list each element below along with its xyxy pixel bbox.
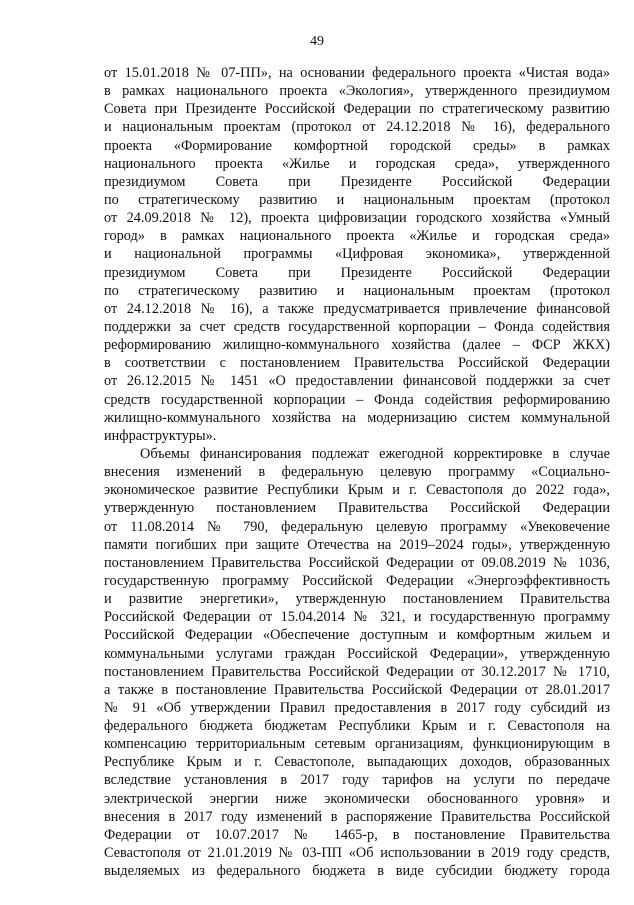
text-line: от 26.12.2015 № 1451 «О предоставлении финансовой поддержки за счет <box>104 373 610 390</box>
text-line: в рамках национального проекта «Экология», утвержденного президиумом <box>104 83 610 100</box>
body-text <box>104 64 610 880</box>
text-line: внесения в 2017 году изменений в распоряжение Правительства Российской <box>104 808 610 825</box>
text-line: памяти погибших при защите Отечества на 2019–2024 годы», утвержденную <box>104 536 610 553</box>
text-line: Республике Крым и г. Севастополе, выпадающих доходов, образованных <box>104 754 610 771</box>
text-line: постановлением Правительства Российской Федерации от 09.08.2019 № 1036, <box>104 554 610 571</box>
text-line: и национальным проектам (протокол от 24.12.2018 № 16), федерального <box>104 119 610 136</box>
text-line: экономическое развитие Республики Крым и г. Севастополя до 2022 года», <box>104 482 610 499</box>
text-line: а также в постановление Правительства Российской Федерации от 28.01.2017 <box>104 681 610 698</box>
text-line: компенсацию территориальным сетевым организациям, функционирующим в <box>104 736 610 753</box>
text-line: постановлением Правительства Российской Федерации от 30.12.2017 № 1710, <box>104 663 610 680</box>
text-line: внесения изменений в федеральную целевую программу «Социально- <box>104 464 610 481</box>
text-line: от 24.09.2018 № 12), проекта цифровизации городского хозяйства «Умный <box>104 210 610 227</box>
text-line: от 15.01.2018 № 07-ПП», на основании федерального проекта «Чистая вода» <box>104 65 610 81</box>
text-line: государственную программу Российской Федерации «Энергоэффективность <box>104 572 610 589</box>
text-line: Российской Федерации «Обеспечение доступным и комфортным жильем и <box>104 627 610 644</box>
text-line: № 91 «Об утверждении Правил предоставления в 2017 году субсидий из <box>104 699 610 716</box>
text-line: Севастополя от 21.01.2019 № 03-ПП «Об использовании в 2019 году средств, <box>104 845 610 862</box>
text-line: и национальной программы «Цифровая экономика», утвержденной <box>104 246 610 263</box>
paragraph <box>104 64 610 445</box>
text-line: электрической энергии ниже экономически обоснованного уровня» и <box>104 790 610 807</box>
text-line: Российской Федерации от 15.04.2014 № 321, и государственную программу <box>104 609 610 626</box>
text-line: федерального бюджета бюджетам Республики Крым и г. Севастополя на <box>104 718 610 735</box>
text-line: выделяемых из федерального бюджета в виде субсидии бюджету города <box>104 863 610 880</box>
text-line: Федерации от 10.07.2017 № 1465-р, в постановление Правительства <box>104 826 610 843</box>
text-line: проекта «Формирование комфортной городской среды» в рамках <box>104 137 610 154</box>
text-line: Объемы финансирования подлежат ежегодной корректировке в случае <box>140 445 610 462</box>
text-line: вследствие установления в 2017 году тарифов на услуги по передаче <box>104 772 610 789</box>
text-line: реформированию жилищно-коммунального хозяйства (далее – ФСР ЖКХ) <box>104 337 610 354</box>
text-line: средств государственной корпорации – Фонда содействия реформированию <box>104 391 610 408</box>
text-line: инфраструктуры». <box>104 427 217 444</box>
text-line: национального проекта «Жилье и городская среда», утвержденного <box>104 155 610 172</box>
text-line: утвержденную постановлением Правительства Российской Федерации <box>104 500 610 517</box>
text-line: Совета при Президенте Российской Федерации по стратегическому развитию <box>104 101 610 118</box>
page-number: 49 <box>310 34 324 49</box>
text-line: от 11.08.2014 № 790, федеральную целевую программу «Увековечение <box>104 518 610 535</box>
text-line: по стратегическому развитию и национальным проектам (протокол <box>104 282 610 299</box>
text-line: президиумом Совета при Президенте Российской Федерации <box>104 173 610 190</box>
paragraph <box>104 445 610 880</box>
text-line: город» в рамках национального проекта «Жилье и городская среда» <box>104 228 610 245</box>
text-line: в соответствии с постановлением Правительства Российской Федерации <box>104 355 610 372</box>
text-line: от 24.12.2018 № 16), а также предусматривается привлечение финансовой <box>104 300 610 317</box>
text-line: и развитие энергетики», утвержденную постановлением Правительства <box>104 591 610 608</box>
text-line: коммунальными услугами граждан Российской Федерации», утвержденную <box>104 645 610 662</box>
text-line: жилищно-коммунального хозяйства на модернизацию систем коммунальной <box>104 409 610 426</box>
text-line: президиумом Совета при Президенте Российской Федерации <box>104 264 610 281</box>
text-line: по стратегическому развитию и национальным проектам (протокол <box>104 191 610 208</box>
text-line: поддержки за счет средств государственной корпорации – Фонда содействия <box>104 318 610 335</box>
